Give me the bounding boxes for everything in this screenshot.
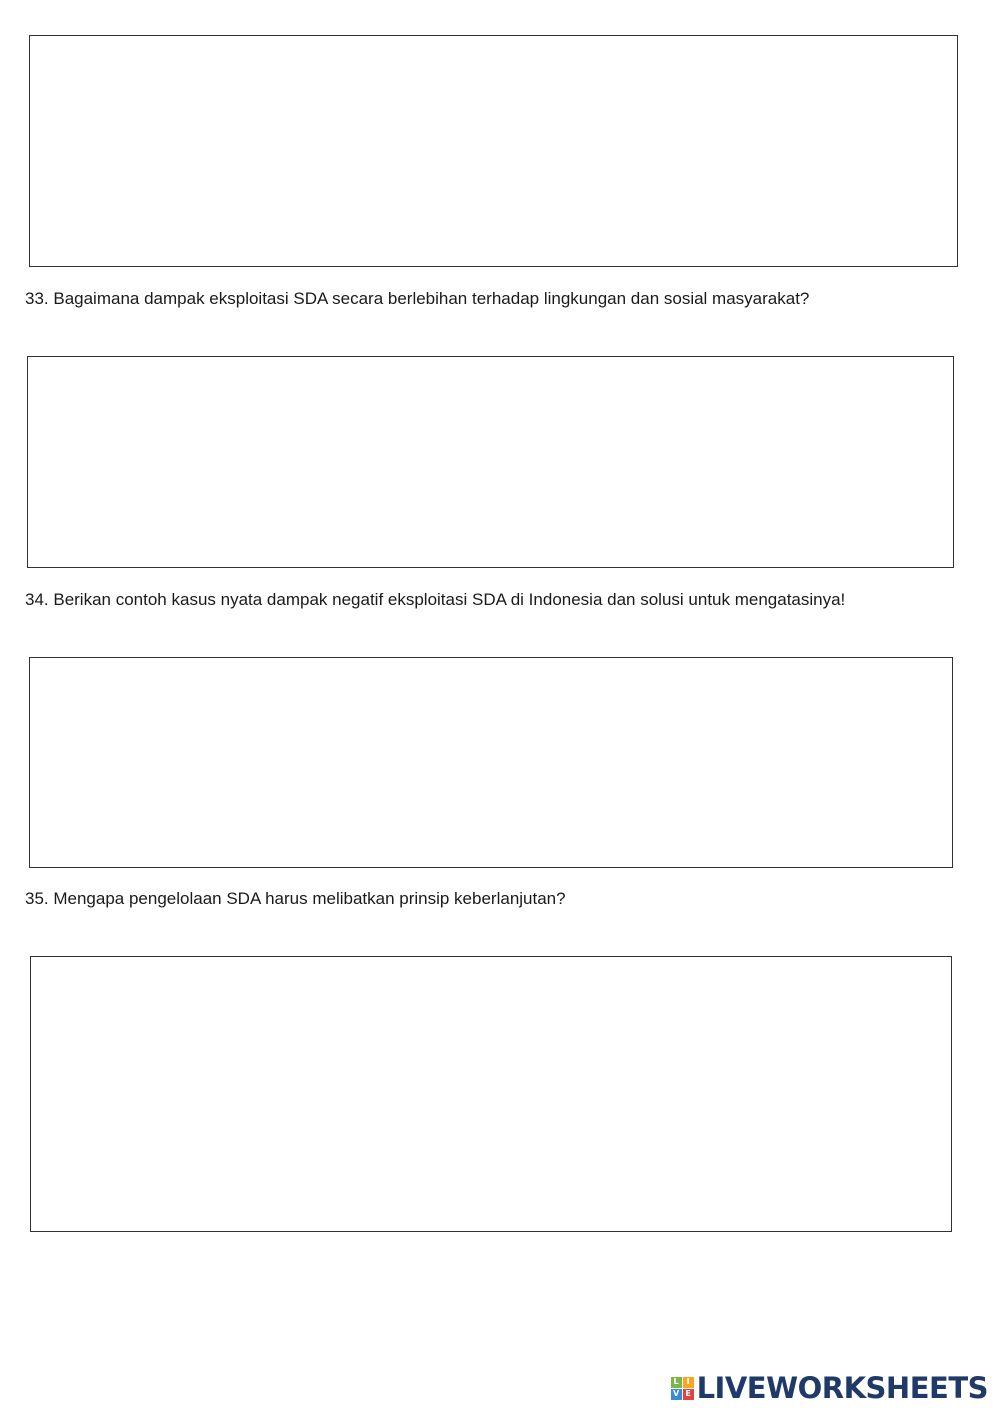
question-33: 33. Bagaimana dampak eksploitasi SDA secara berlebihan terhadap lingkungan dan sosial masyarakat? [25, 289, 810, 308]
answer-box-32[interactable] [29, 35, 958, 267]
logo-letter-i: I [683, 1377, 694, 1388]
brand-name: LIVEWORKSHEETS [696, 1371, 988, 1405]
logo-letter-e: E [683, 1389, 694, 1400]
liveworksheets-brand [671, 1372, 988, 1404]
logo-letter-l: L [671, 1377, 682, 1388]
question-35: 35. Mengapa pengelolaan SDA harus melibatkan prinsip keberlanjutan? [25, 889, 566, 908]
logo-letter-v: V [671, 1389, 682, 1400]
liveworksheets-logo-icon [671, 1377, 694, 1400]
answer-box-34[interactable] [29, 657, 953, 868]
answer-box-35[interactable] [30, 956, 952, 1232]
question-34: 34. Berikan contoh kasus nyata dampak negatif eksploitasi SDA di Indonesia dan solusi untuk mengatasinya! [25, 590, 846, 609]
answer-box-33[interactable] [27, 356, 954, 568]
